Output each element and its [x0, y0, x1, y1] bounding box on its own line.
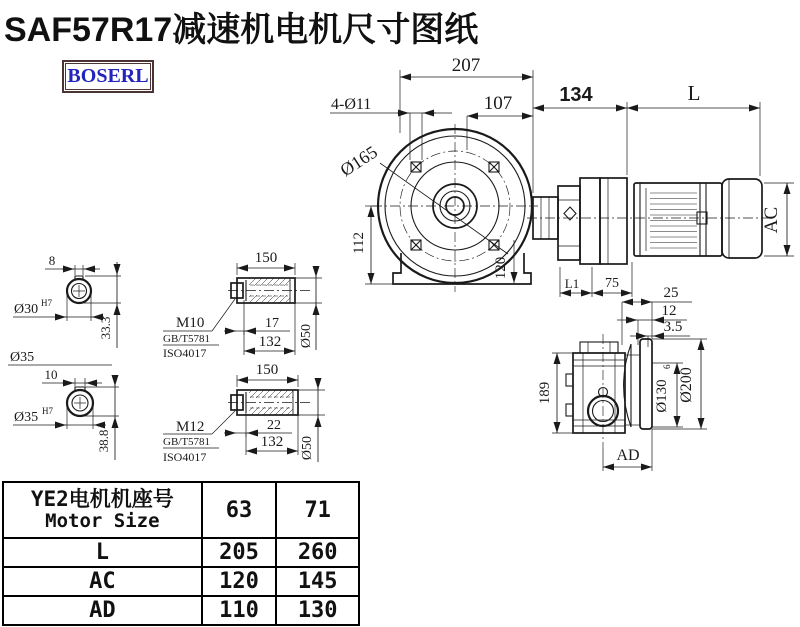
- shaft-od-label: Ø35: [10, 350, 35, 365]
- shaft-bottom-standard-iso: ISO4017: [163, 450, 207, 464]
- bore-section-top: [13, 253, 121, 348]
- dim-shaft-top-thread-depth: 17: [265, 316, 279, 331]
- dim-side-hub-length: 75: [605, 276, 619, 291]
- dim-front-base-height: 120: [493, 256, 509, 280]
- shaft-top-thread-label: M10: [176, 315, 205, 331]
- value-AD-71: 130: [276, 596, 359, 625]
- dim-front-mounting-holes: 4-Ø11: [331, 96, 372, 113]
- side-view-dimensions: [533, 81, 794, 297]
- rear-view-dimensions: [537, 285, 707, 471]
- dim-front-flange-diameter: Ø165: [336, 141, 381, 181]
- side-view-linework: [527, 178, 772, 264]
- table-header-motor-size: [3, 482, 202, 538]
- dim-bore-top-fit: H7: [41, 298, 52, 308]
- table-header-cn: YE2电机机座号: [30, 487, 174, 511]
- value-AC-71: 145: [276, 567, 359, 596]
- row-label-AC: AC: [3, 567, 202, 596]
- dim-side-l1: L1: [564, 276, 580, 291]
- motor-size-63: 63: [202, 482, 277, 538]
- dim-bore-bottom-key-width: 10: [44, 367, 58, 382]
- motor-size-table: [2, 481, 360, 625]
- dim-rear-step3: 3.5: [663, 319, 683, 335]
- shaft-detail-top: [163, 250, 322, 360]
- bore-section-bottom: [13, 367, 119, 460]
- dim-rear-step2: 12: [661, 303, 677, 319]
- dim-side-motor-length: L: [687, 81, 701, 105]
- motor-size-71: 71: [276, 482, 359, 538]
- dim-rear-spigot: Ø130: [654, 379, 670, 413]
- dim-shaft-top-length: 150: [254, 250, 278, 266]
- row-label-AD: AD: [3, 596, 202, 625]
- dim-side-motor-diameter: AC: [761, 206, 782, 234]
- dim-shaft-bottom-usable-length: 132: [260, 434, 284, 450]
- dim-side-gear-unit-length: 134: [559, 84, 593, 106]
- table-row-AC: [3, 567, 359, 596]
- table-header-row: [3, 482, 359, 538]
- dim-shaft-top-usable-length: 132: [258, 334, 282, 350]
- dim-rear-ad: AD: [616, 447, 640, 464]
- value-AC-63: 120: [202, 567, 277, 596]
- dim-shaft-top-diameter: Ø50: [299, 323, 314, 349]
- shaft-top-standard-gb: GB/T5781: [163, 333, 211, 345]
- dim-front-total-width: 207: [451, 55, 481, 76]
- dim-bore-bottom-fit: H7: [42, 406, 53, 416]
- front-view-dimensions: [330, 55, 533, 284]
- dim-bore-top-key-width: 8: [48, 253, 56, 268]
- dim-rear-step1: 25: [663, 285, 679, 301]
- value-L-71: 260: [276, 538, 359, 567]
- shaft-top-standard-iso: ISO4017: [163, 346, 207, 360]
- table-header-en: Motor Size: [45, 510, 160, 533]
- front-view-linework: [372, 124, 538, 292]
- dim-shaft-bottom-diameter: Ø50: [300, 435, 315, 461]
- table-row-AD: [3, 596, 359, 625]
- dim-bore-bottom-bore: Ø35: [14, 410, 39, 425]
- dim-bore-top-key-depth: 33.3: [98, 316, 113, 340]
- brand-logo-text: BOSERL: [67, 65, 149, 87]
- dim-shaft-bottom-length: 150: [255, 362, 279, 378]
- dim-shaft-bottom-thread-depth: 22: [267, 418, 281, 433]
- row-label-L: L: [3, 538, 202, 567]
- dim-rear-flange-od: Ø200: [678, 367, 695, 403]
- dim-front-center-height: 112: [351, 232, 367, 254]
- dim-rear-spigot-suffix: 6: [662, 364, 672, 369]
- dim-bore-top-bore: Ø30: [14, 302, 39, 317]
- value-L-63: 205: [202, 538, 277, 567]
- shaft-detail-bottom: [163, 362, 325, 464]
- dim-front-hole-offset: 107: [483, 93, 513, 114]
- page-title: SAF57R17减速机电机尺寸图纸: [4, 11, 479, 49]
- rear-view-linework: [566, 334, 652, 448]
- dim-rear-height: 189: [537, 381, 553, 405]
- value-AD-63: 110: [202, 596, 277, 625]
- table-row-L: [3, 538, 359, 567]
- shaft-od-label-group: [8, 350, 112, 365]
- shaft-bottom-standard-gb: GB/T5781: [163, 436, 211, 448]
- shaft-bottom-thread-label: M12: [176, 419, 205, 435]
- dim-bore-bottom-key-depth: 38.8: [96, 429, 111, 453]
